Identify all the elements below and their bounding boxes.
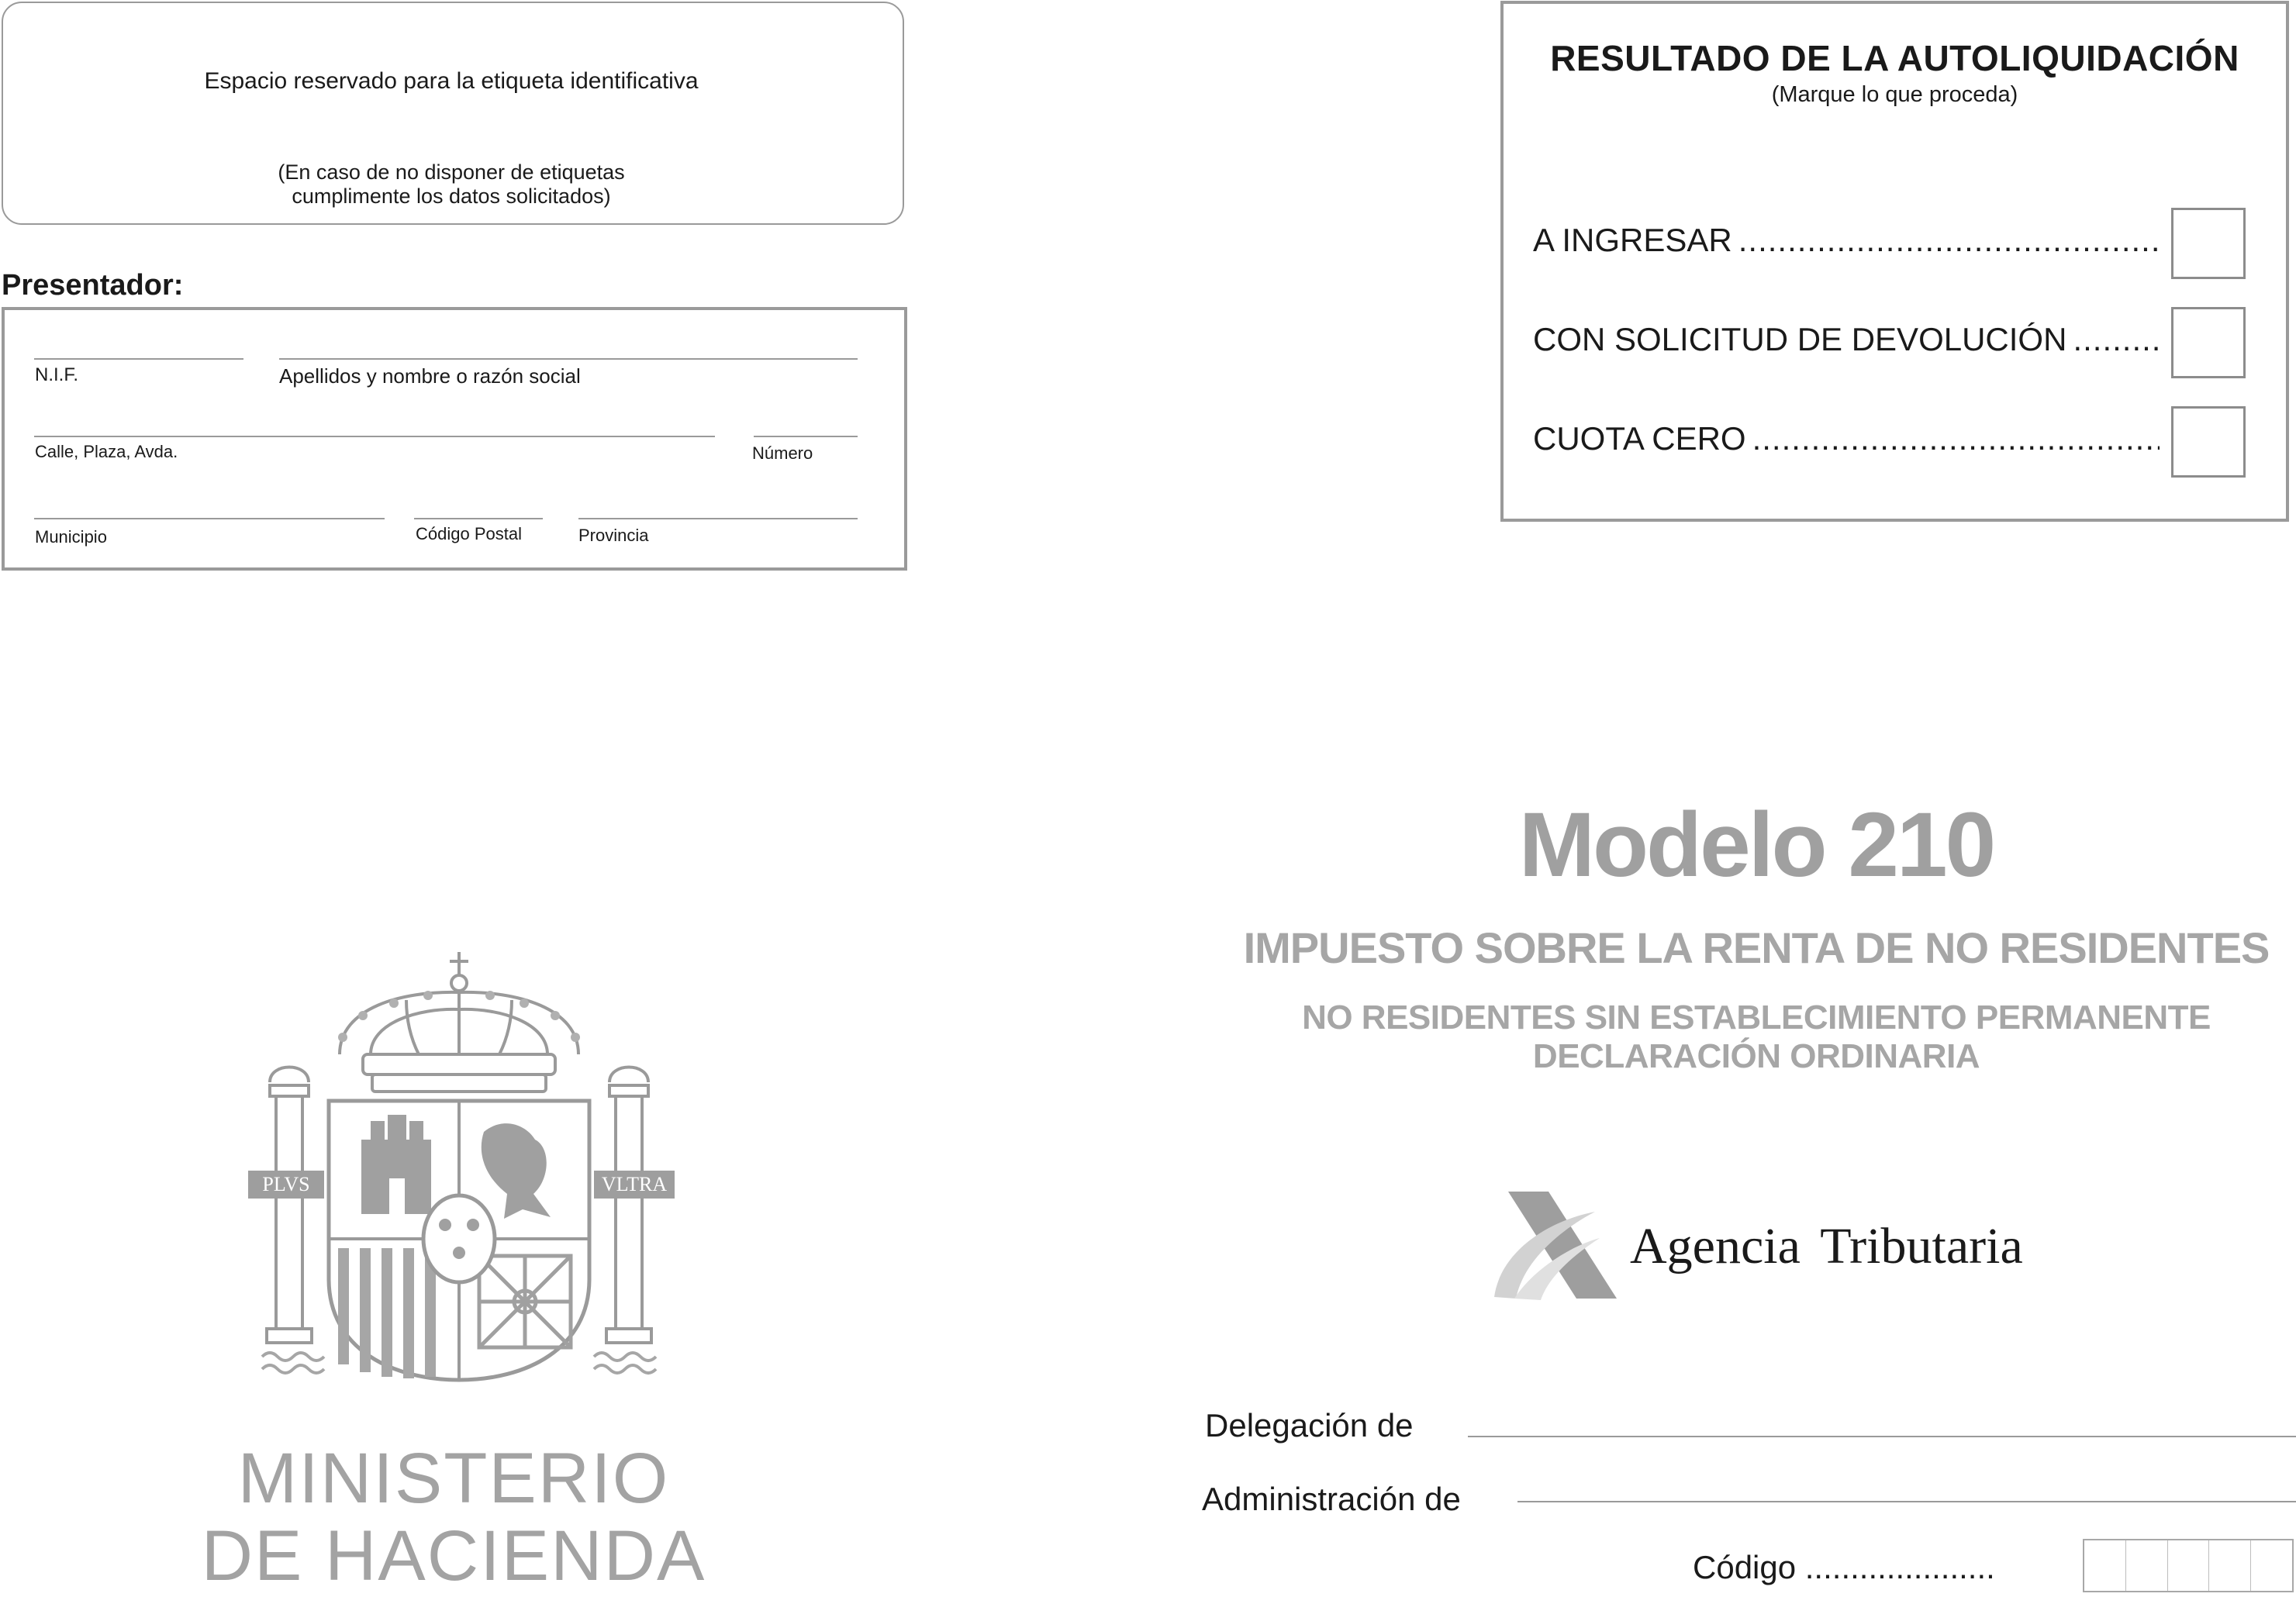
municipality-field[interactable] [34,518,385,519]
name-field[interactable] [279,358,858,360]
option-cuota-cero [1533,420,2160,457]
option-label: CUOTA CERO [1533,420,1746,457]
street-field[interactable] [34,436,715,437]
number-field[interactable] [754,436,858,437]
province-label: Provincia [578,526,649,545]
crest-motto-left: PLVS [262,1173,310,1195]
option-devolucion [1533,321,2160,358]
ministry-name-line1: MINISTERIO [237,1439,670,1518]
nif-label: N.I.F. [35,364,79,385]
codigo-input-boxes[interactable] [2083,1539,2294,1592]
checkbox-devolucion[interactable] [2171,307,2246,378]
option-label: CON SOLICITUD DE DEVOLUCIÓN [1533,321,2067,357]
code-cell[interactable] [2126,1540,2168,1591]
model-title: Modelo 210 [1518,794,1994,896]
result-title: RESULTADO DE LA AUTOLIQUIDACIÓN [1550,38,2239,78]
code-cell[interactable] [2168,1540,2210,1591]
coat-of-arms-icon [247,946,681,1395]
option-label: A INGRESAR [1533,222,1732,258]
number-label: Número [752,443,813,463]
nif-field[interactable] [34,358,243,360]
administracion-field[interactable] [1517,1501,2296,1502]
municipality-label: Municipio [35,527,107,547]
label-reserved-title: Espacio reservado para la etiqueta identificativa [204,68,699,94]
presenter-box [2,307,907,571]
label-reserved-note [0,160,903,209]
label-note-line2: cumplimente los datos solicitados) [292,185,611,208]
codigo-label: Código ..................... [1693,1549,1995,1585]
postal-code-label: Código Postal [416,524,522,543]
tax-name: IMPUESTO SOBRE LA RENTA DE NO RESIDENTES [1243,923,2270,972]
code-cell[interactable] [2084,1540,2126,1591]
presenter-heading: Presentador: [2,269,184,302]
administracion-label: Administración de [1202,1481,1461,1517]
crest-motto-right: VLTRA [601,1173,668,1195]
option-a-ingresar [1533,222,2160,259]
ministry-name-line2: DE HACIENDA [201,1516,706,1595]
delegacion-label: Delegación de [1205,1407,1414,1444]
tax-subtitle-line2: DECLARACIÓN ORDINARIA [1532,1037,1980,1075]
tax-subtitle-line1: NO RESIDENTES SIN ESTABLECIMIENTO PERMANENTE [1302,999,2211,1036]
street-label: Calle, Plaza, Avda. [35,442,178,461]
label-note-line1: (En caso de no disponer de etiquetas [278,160,625,184]
code-cell[interactable] [2209,1540,2251,1591]
checkbox-cuota-cero[interactable] [2171,406,2246,478]
province-field[interactable] [578,518,858,519]
delegacion-field[interactable] [1468,1436,2296,1437]
name-label: Apellidos y nombre o razón social [279,364,581,388]
code-cell[interactable] [2251,1540,2292,1591]
agency-tributaria-logo-icon [1493,1190,1636,1306]
agency-name: Agencia Tributaria [1630,1218,2023,1274]
postal-code-field[interactable] [414,518,543,519]
result-subtitle: (Marque lo que proceda) [1771,82,2018,107]
checkbox-a-ingresar[interactable] [2171,208,2246,279]
